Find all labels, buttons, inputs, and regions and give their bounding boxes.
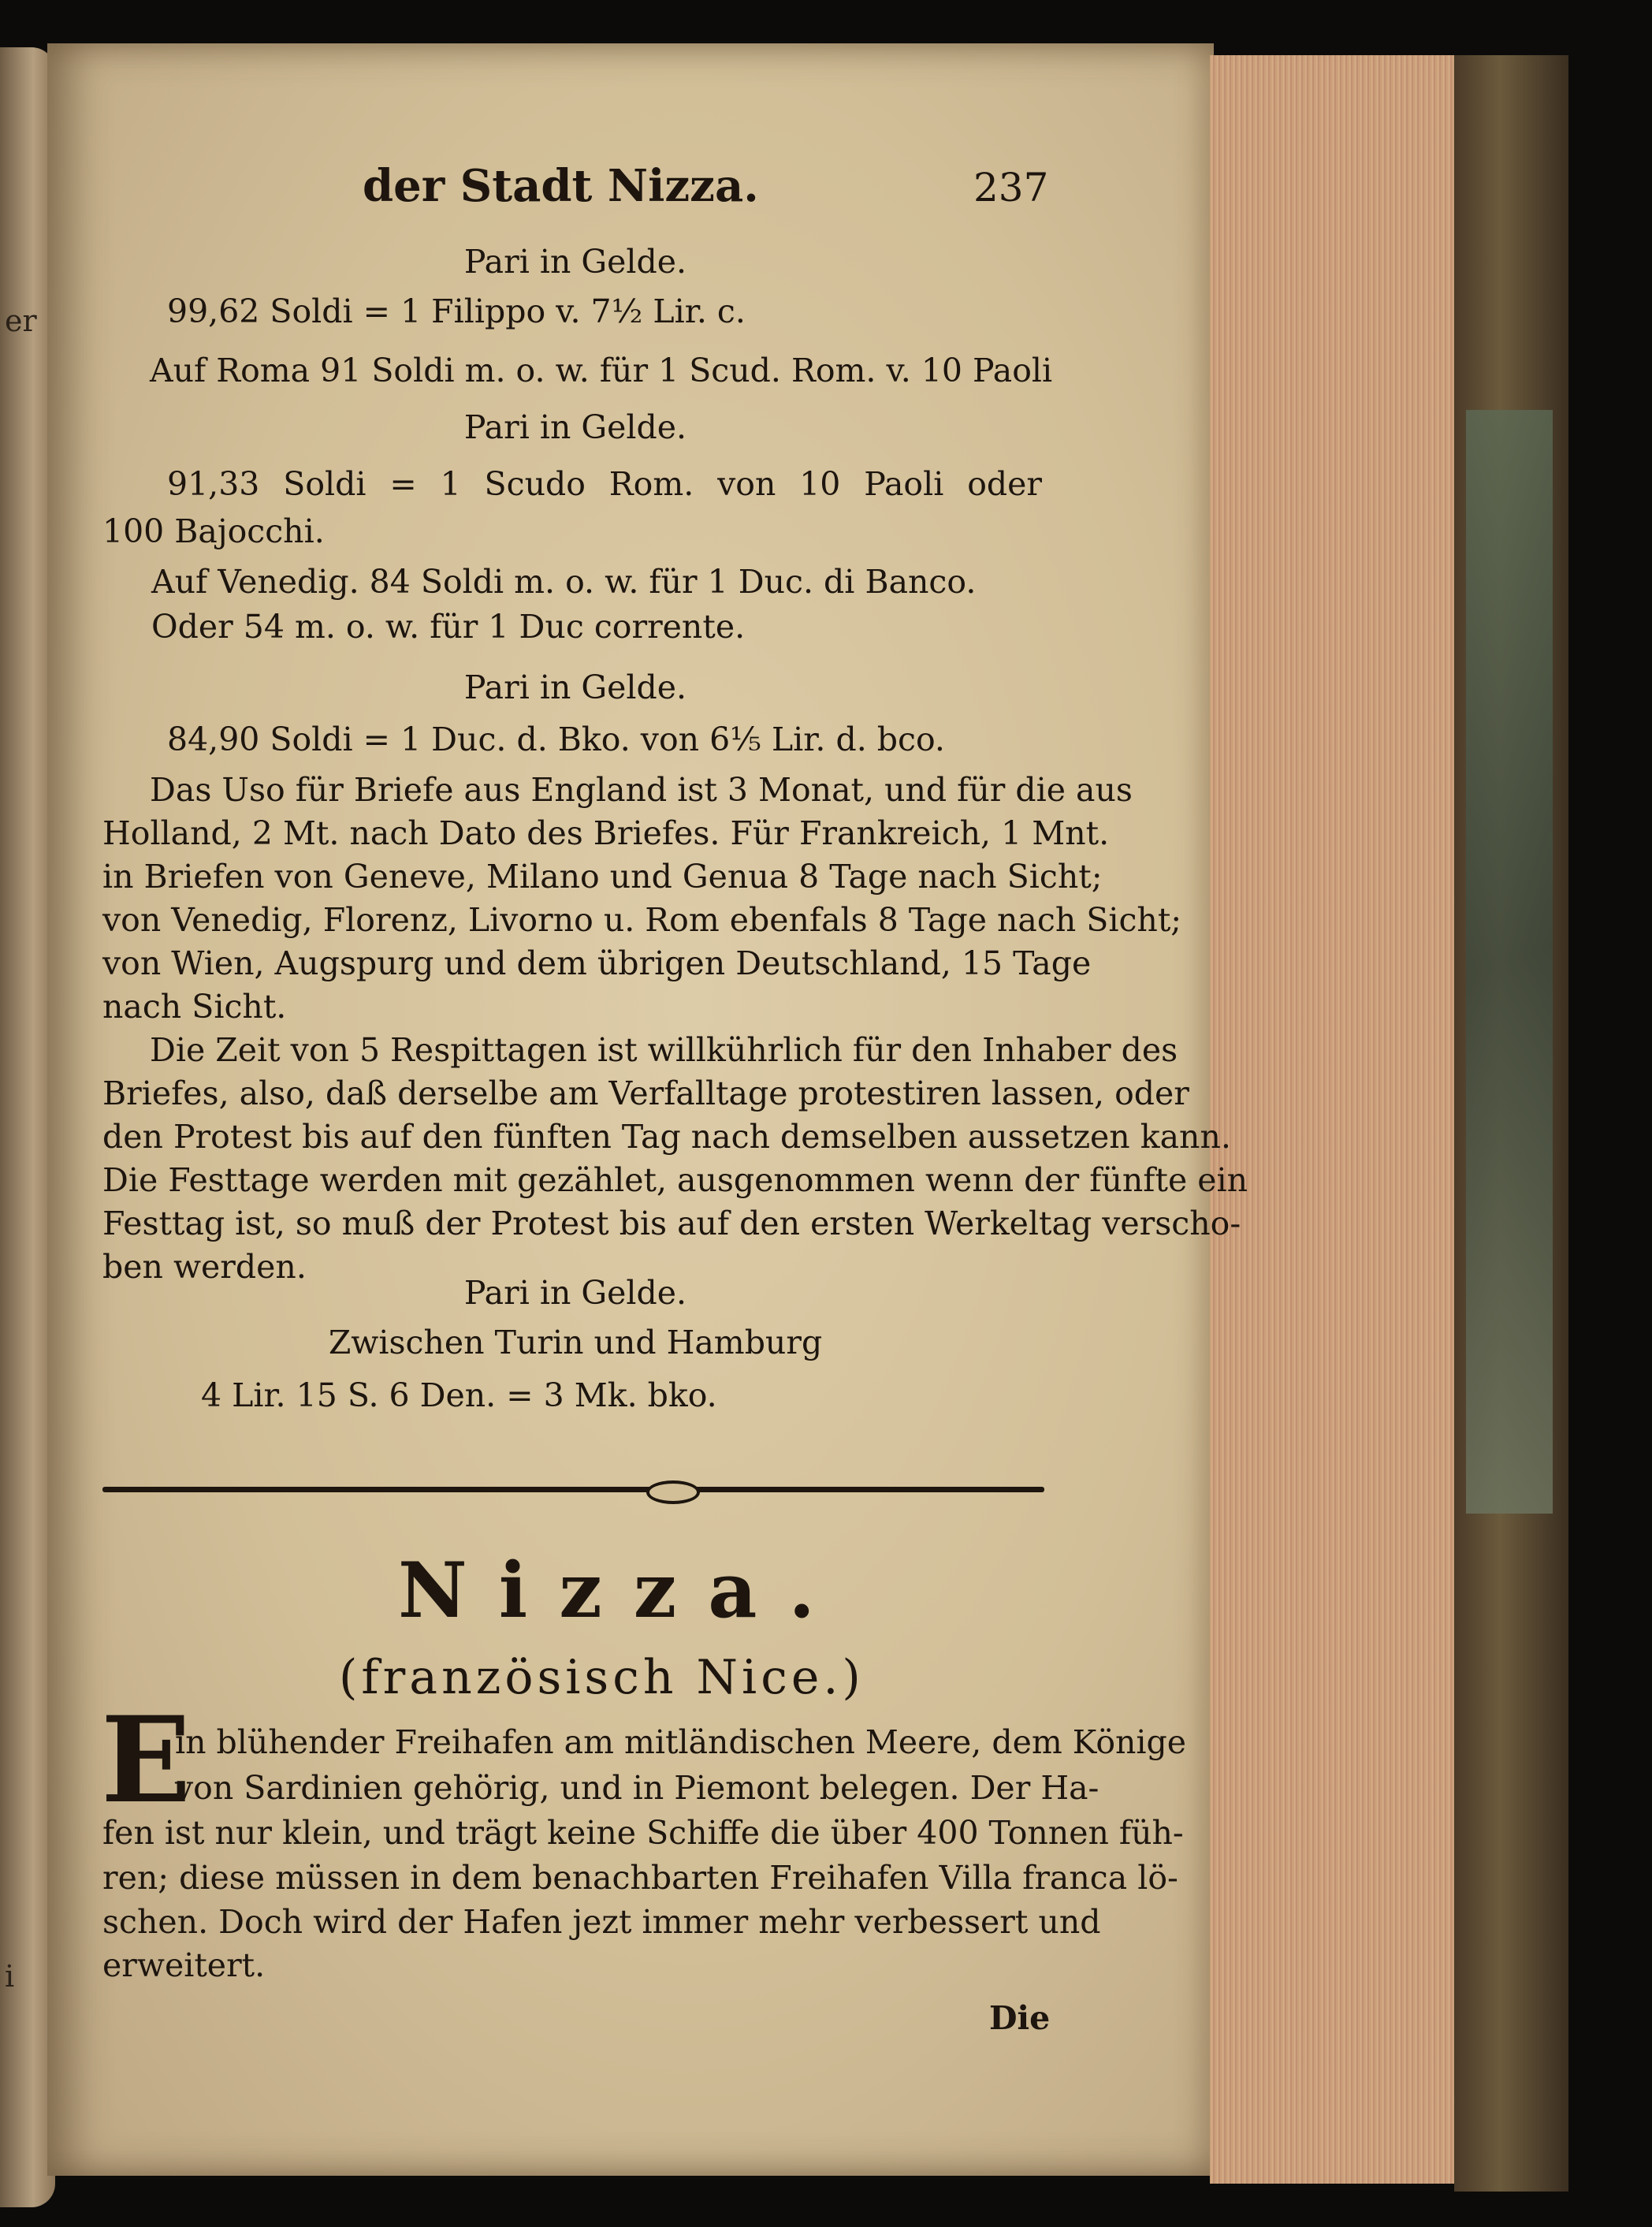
drop-cap: E (101, 1691, 192, 1830)
text-line: 4 Lir. 15 S. 6 Den. = 3 Mk. bko. (201, 1376, 717, 1414)
paragraph-line: Die Zeit von 5 Respittagen ist willkührlich für den Inhaber des (150, 1031, 1178, 1069)
paragraph-line: Holland, 2 Mt. nach Dato des Briefes. Für Frankreich, 1 Mnt. (102, 814, 1110, 852)
text-line: Zwischen Turin und Hamburg (328, 1324, 823, 1361)
paragraph-line: den Protest bis auf den fünften Tag nach demselben aussetzen kann. (102, 1118, 1231, 1156)
pari-heading: Pari in Gelde. (463, 408, 687, 446)
rule-bar (102, 1487, 1044, 1492)
running-head: der Stadt Nizza. (363, 160, 759, 212)
paragraph-line: nach Sicht. (102, 988, 287, 1026)
text-line: Oder 54 m. o. w. für 1 Duc corrente. (151, 608, 746, 646)
paragraph-line: ren; diese müssen in dem benachbarten Freihafen Villa franca lö- (102, 1859, 1178, 1897)
page-number: 237 (973, 165, 1049, 210)
section-subtitle: (französisch Nice.) (339, 1650, 865, 1705)
paragraph-line: von Wien, Augspurg und dem übrigen Deutschland, 15 Tage (102, 944, 1092, 982)
text-line: 84,90 Soldi = 1 Duc. d. Bko. von 6⅕ Lir. d. bco. (167, 721, 945, 758)
paragraph-line: in blühender Freihafen am mitländischen Meere, dem Könige (175, 1723, 1187, 1761)
rule-ornament (646, 1480, 700, 1504)
text-line: 99,62 Soldi = 1 Filippo v. 7½ Lir. c. (167, 292, 746, 330)
text-line: 91,33 Soldi = 1 Scudo Rom. von 10 Paoli oder (167, 465, 1042, 503)
pari-heading: Pari in Gelde. (463, 243, 687, 281)
paragraph-line: erweitert. (102, 1946, 266, 1984)
paragraph-line: Briefes, also, daß derselbe am Verfalltage protestiren lassen, oder (102, 1074, 1189, 1112)
text-line: Auf Venedig. 84 Soldi m. o. w. für 1 Duc. di Banco. (151, 563, 977, 601)
left-page-fragment: i (5, 1959, 15, 1994)
paragraph-line: in Briefen von Geneve, Milano und Genua 8 Tage nach Sicht; (102, 858, 1103, 896)
catchword: Die (989, 1999, 1051, 2037)
paragraph-line: schen. Doch wird der Hafen jezt immer mehr verbessert und (102, 1903, 1101, 1941)
paragraph-line: von Sardinien gehörig, und in Piemont belegen. Der Ha- (175, 1769, 1099, 1807)
paragraph-line: Festtag ist, so muß der Protest bis auf den ersten Werkeltag verscho- (102, 1205, 1241, 1242)
paragraph-line: von Venedig, Florenz, Livorno u. Rom ebenfals 8 Tage nach Sicht; (102, 901, 1182, 939)
paragraph-line: Die Festtage werden mit gezählet, ausgenommen wenn der fünfte ein (102, 1161, 1248, 1199)
paragraph-line: Das Uso für Briefe aus England ist 3 Monat, und für die aus (150, 771, 1133, 809)
left-page-fragment: er (5, 304, 37, 338)
text-line: Auf Roma 91 Soldi m. o. w. für 1 Scud. Rom. v. 10 Paoli (150, 352, 1053, 389)
pari-heading: Pari in Gelde. (463, 668, 687, 706)
section-divider-rule (102, 1480, 1044, 1498)
paragraph-line: ben werden. (102, 1248, 307, 1286)
text-line: 100 Bajocchi. (102, 512, 325, 550)
section-title: Nizza. (398, 1546, 846, 1635)
paragraph-line: fen ist nur klein, und trägt keine Schiffe die über 400 Tonnen füh- (102, 1814, 1184, 1852)
pari-heading: Pari in Gelde. (463, 1274, 687, 1312)
